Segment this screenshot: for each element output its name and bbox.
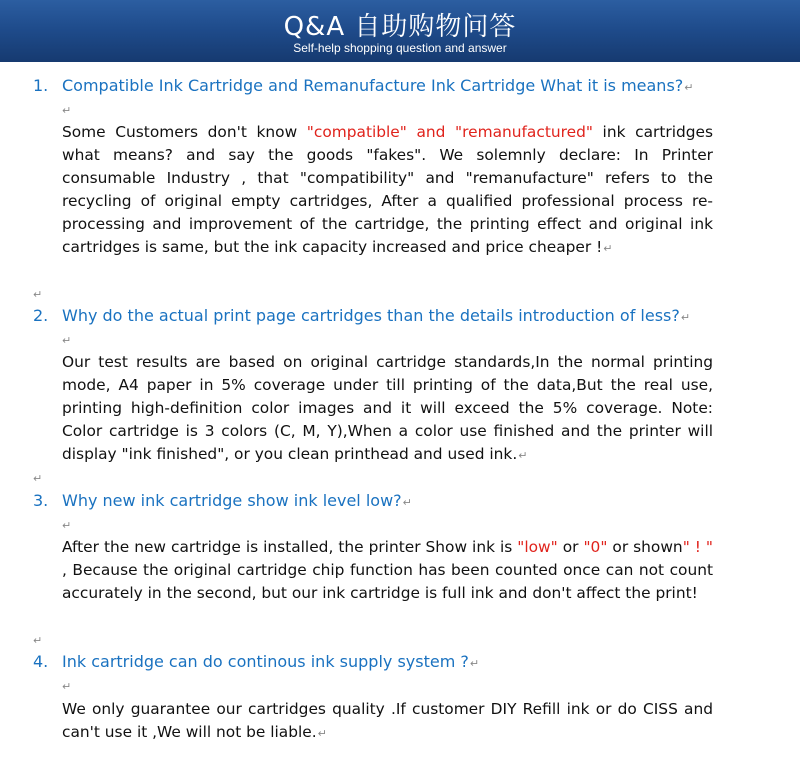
- return-mark-icon: ↵: [680, 311, 691, 324]
- return-mark-icon: ↵: [603, 242, 613, 256]
- question-text: Compatible Ink Cartridge and Remanufacture Ink Cartridge What it is means?: [62, 76, 684, 95]
- return-mark-icon: ↵: [62, 334, 72, 347]
- answer-highlight: "low": [517, 538, 558, 556]
- return-mark-icon: ↵: [317, 727, 327, 741]
- answer-text: or: [557, 538, 584, 556]
- return-mark-icon: ↵: [469, 657, 480, 670]
- answer-text: We only guarantee our cartridges quality .If customer DIY Refill ink or do CISS and can't use it ,We will not be liable.: [62, 700, 713, 742]
- question-number: 4.: [33, 652, 49, 671]
- return-mark-icon: ↵: [684, 81, 694, 94]
- question-1: [33, 76, 694, 95]
- question-number: 3.: [33, 491, 49, 510]
- return-mark-icon: ↵: [33, 288, 43, 301]
- return-mark-icon: ↵: [62, 680, 72, 693]
- answer-2: [62, 351, 713, 467]
- answer-text: ink cartridges what means? and say the goods "fakes". We solemnly declare: In Printer consumable Industry , that "compatibility" and "remanufacture" refers to the recycling of original empty cartridges, After a qualified professional process re-processing and improvement of the cartridge, the printing effect and original ink cartridges is same, but the ink capacity increased and price cheaper !: [62, 123, 714, 257]
- question-text: Ink cartridge can do continous ink supply system ?: [62, 652, 469, 671]
- answer-highlight: " ! ": [682, 538, 713, 556]
- question-3: [33, 491, 412, 510]
- answer-4: [62, 698, 713, 745]
- return-mark-icon: ↵: [62, 519, 72, 532]
- answer-text: Our test results are based on original cartridge standards,In the normal printing mode, A4 paper in 5% coverage under till printing of the data,But the real use, printing high-definition color images and it will exceed the 5% coverage. Note: Color cartridge is 3 colors (C, M, Y),When a color use finished and the printer will display "ink finished", or you clean printhead and used ink.: [62, 353, 713, 464]
- answer-text: or shown: [607, 538, 683, 556]
- answer-3: [62, 536, 713, 605]
- banner-subtitle: Self-help shopping question and answer: [293, 41, 507, 55]
- question-number: 1.: [33, 76, 49, 95]
- answer-highlight: "compatible" and "remanufactured": [306, 123, 593, 141]
- answer-text: , Because the original cartridge chip function has been counted once can not count accurately in the second, but our ink cartridge is full ink and don't affect the print!: [62, 561, 713, 603]
- question-text: Why do the actual print page cartridges than the details introduction of less?: [62, 306, 680, 325]
- question-text: Why new ink cartridge show ink level low?: [62, 491, 402, 510]
- return-mark-icon: ↵: [33, 634, 43, 647]
- banner-title: Q&A 自助购物问答: [283, 12, 517, 42]
- answer-text: Some Customers don't know: [62, 123, 307, 141]
- return-mark-icon: ↵: [402, 496, 412, 509]
- header-banner: [0, 0, 800, 62]
- question-number: 2.: [33, 306, 49, 325]
- return-mark-icon: ↵: [33, 472, 43, 485]
- answer-highlight: "0": [583, 538, 608, 556]
- question-4: [33, 652, 479, 671]
- answer-text: After the new cartridge is installed, the printer Show ink is: [62, 538, 518, 556]
- return-mark-icon: ↵: [518, 449, 528, 463]
- question-2: [33, 306, 690, 325]
- answer-1: [62, 121, 713, 261]
- return-mark-icon: ↵: [62, 104, 72, 117]
